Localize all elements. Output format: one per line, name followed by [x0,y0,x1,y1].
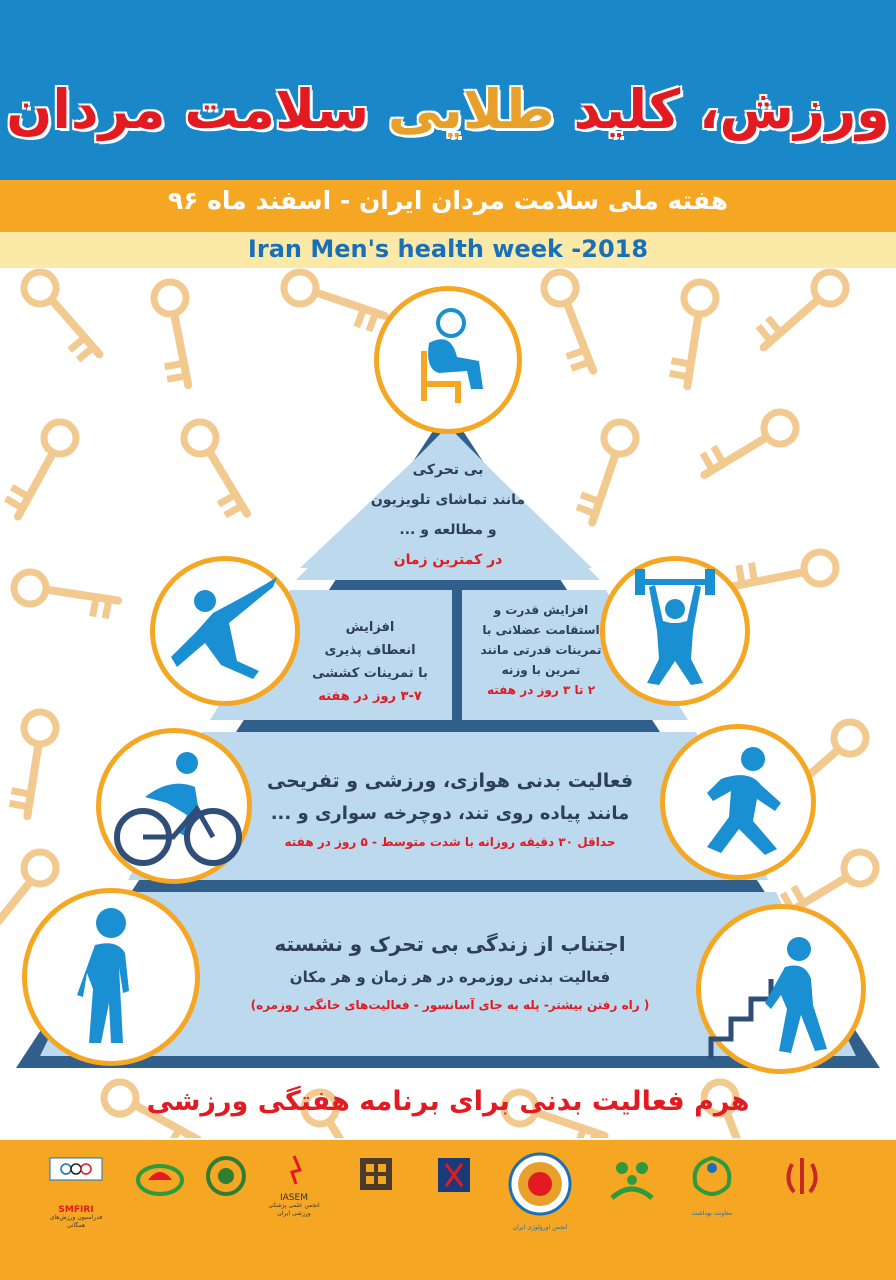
research-center-logo [418,1150,490,1236]
middle-right-line-1: افزایش قدرت و [493,603,589,617]
circle-upper-left [150,556,300,706]
top-line-2: مانند تماشای تلویزیون [370,492,526,508]
health-emblem-icon [682,1150,742,1206]
family-emblem-icon [602,1150,662,1210]
pyramid-lower-text [240,764,660,854]
middle-right-line-3: تمرینات قدرتی مانند [480,643,602,657]
circle-low-left [22,888,200,1066]
middle-right-note: ۲ تا ۳ روز در هفته [486,683,596,697]
base-line-3: ( راه رفتن بیشتر- پله به جای آسانسور - فعالیت‌های خانگی روزمره) [250,998,650,1012]
research-emblem-icon [424,1150,484,1210]
pyramid-middle-right-text [466,600,616,700]
urology-association-logo: انجمن اورولوژی ایران [500,1150,580,1236]
stretching-person-icon [155,561,295,701]
cyclist-icon [101,733,247,879]
top-line-1: بی تحرکی [412,462,484,478]
green-logo [124,1150,196,1236]
university-logo [340,1150,412,1236]
university-emblem-icon [346,1150,406,1210]
circle-mid-right [660,724,816,880]
middle-right-line-4: تمرین با وزنه [501,663,581,677]
runner-icon [665,729,811,875]
top-note: در کمترین زمان [393,552,503,568]
urology-emblem-icon [500,1150,580,1220]
title-gold-word: طلایی [387,78,555,141]
circle-low-right [696,904,866,1074]
federation-emblem-icon [40,1150,112,1202]
pyramid-slogan: هرم فعالیت بدنی برای برنامه هفتگی ورزشی [146,1086,750,1117]
ministry-logo [766,1150,838,1236]
middle-right-line-2: استقامت عضلانی با [482,623,600,637]
tehran-logo [190,1150,262,1236]
health-deputy-logo: معاونت بهداشت [676,1150,748,1236]
iasem-emblem-icon [264,1150,324,1190]
tehran-emblem-icon [196,1150,256,1210]
lower-note: حداقل ۳۰ دقیقه روزانه با شدت متوسط - ۵ روز در هفته [284,835,616,849]
stairs-climber-icon [701,909,861,1069]
lower-line-2: مانند پیاده روی تند، دوچرخه سواری و ... [270,803,630,824]
subtitle-persian: هفته ملی سلامت مردان ایران - اسفند ماه ۹۶ [167,186,729,215]
middle-left-line-3: با تمرینات کششی [312,666,428,681]
iran-emblem-icon [772,1150,832,1210]
weightlifting-person-icon [605,561,745,701]
pyramid-base-text [190,926,710,1018]
pyramid-top-text [340,455,556,575]
leaf-emblem-icon [130,1150,190,1210]
lower-line-1: فعالیت بدنی هوازی، ورزشی و تفریحی [266,770,634,792]
title-part-2: سلامت مردان [6,78,370,141]
circle-mid-left [96,728,252,884]
middle-left-line-1: افزایش [345,620,395,635]
circle-top [374,286,522,434]
main-title [0,78,896,141]
family-health-office-logo [596,1150,668,1236]
pyramid-middle-left-text [300,616,440,708]
iasem-logo: IASEM انجمن علمی پزشکی ورزشی ایران [258,1150,330,1236]
circle-upper-right [600,556,750,706]
base-line-1: اجتناب از زندگی بی تحرک و نشسته [274,932,626,956]
middle-left-line-2: انعطاف پذیری [324,643,416,658]
walking-person-icon [27,893,195,1061]
base-line-2: فعالیت بدنی روزمره در هر زمان و هر مکان [289,968,611,986]
top-line-3: و مطالعه و ... [399,522,497,538]
federation-logo: SMFIRI فدراسیون ورزش‌های همگانی [40,1150,112,1236]
middle-left-note: ۳-۷ روز در هفته [318,689,422,704]
subtitle-english: Iran Men's health week -2018 [247,235,649,263]
sitting-person-icon [379,291,517,429]
title-part-1: ورزش، کلید [573,78,890,141]
